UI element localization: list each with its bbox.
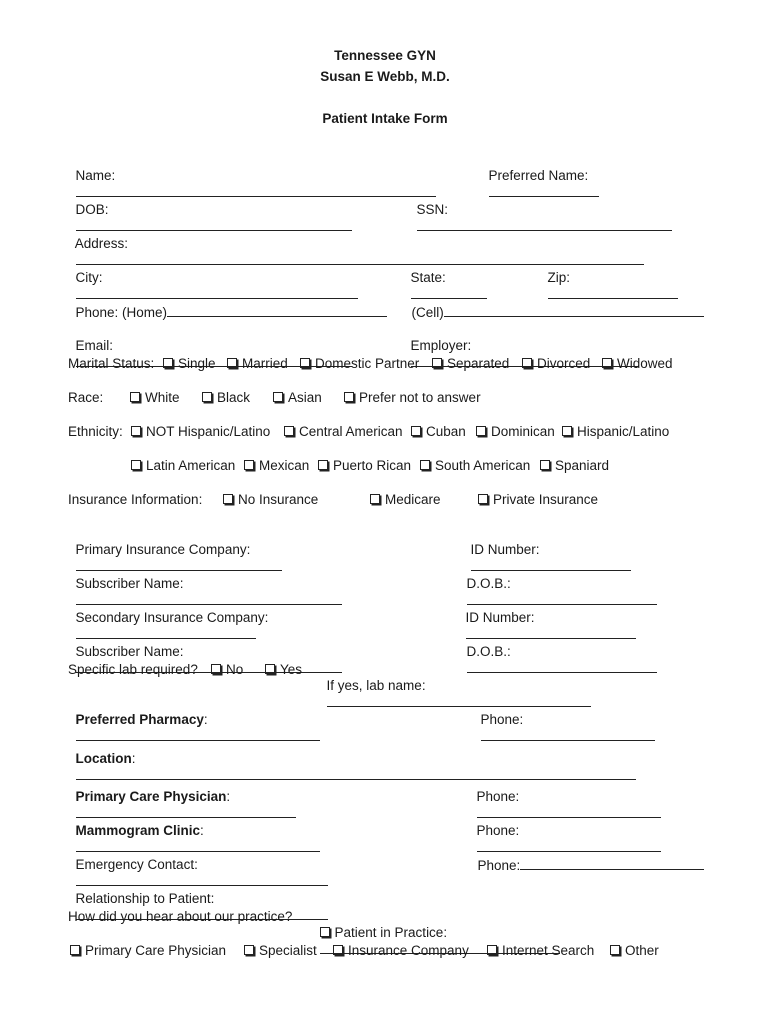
checkbox-icon[interactable] xyxy=(333,945,343,955)
dob-1-label: D.O.B.: xyxy=(466,576,511,591)
doctor-name: Susan E Webb, M.D. xyxy=(320,69,450,84)
checkbox-icon[interactable] xyxy=(273,392,283,402)
option-label: Medicare xyxy=(385,492,441,507)
checkbox-icon[interactable] xyxy=(227,358,237,368)
email-label: Email: xyxy=(75,338,114,353)
emergency-phone-field[interactable] xyxy=(520,857,704,870)
option-label: Hispanic/Latino xyxy=(577,424,670,439)
marital-label: Marital Status: xyxy=(68,356,155,371)
checkbox-icon[interactable] xyxy=(130,392,140,402)
checkbox-icon[interactable] xyxy=(610,945,620,955)
referral-option-insurance[interactable] xyxy=(333,943,469,959)
marital-option-single[interactable] xyxy=(163,356,216,372)
form-title: Patient Intake Form xyxy=(322,111,448,126)
checkbox-icon[interactable] xyxy=(284,426,294,436)
ethnicity-option-spaniard[interactable] xyxy=(540,458,609,474)
location-label: Location xyxy=(75,751,132,766)
checkbox-icon[interactable] xyxy=(522,358,532,368)
option-label: NOT Hispanic/Latino xyxy=(146,424,271,439)
ssn-label: SSN: xyxy=(416,202,449,217)
ethnicity-option-mexican[interactable] xyxy=(244,458,309,474)
option-label: Specialist xyxy=(259,943,317,958)
lab-option-no[interactable] xyxy=(211,662,243,678)
ethnicity-option-south-american[interactable] xyxy=(420,458,530,474)
option-label: Prefer not to answer xyxy=(359,390,481,405)
option-label: Married xyxy=(242,356,288,371)
ethnicity-option-puerto-rican[interactable] xyxy=(318,458,411,474)
checkbox-icon[interactable] xyxy=(244,945,254,955)
pharmacy-colon: : xyxy=(203,712,208,727)
mammogram-label: Mammogram Clinic xyxy=(75,823,201,838)
checkbox-icon[interactable] xyxy=(476,426,486,436)
cell-row xyxy=(404,288,704,321)
option-label: Separated xyxy=(447,356,510,371)
checkbox-icon[interactable] xyxy=(318,460,328,470)
marital-option-separated[interactable] xyxy=(432,356,509,372)
phone-home-label: Phone: (Home) xyxy=(75,305,168,320)
insurance-option-medicare[interactable] xyxy=(370,492,441,508)
state-label: State: xyxy=(410,270,446,285)
checkbox-icon[interactable] xyxy=(320,927,330,937)
option-label: No Insurance xyxy=(238,492,319,507)
insurance-option-none[interactable] xyxy=(223,492,318,508)
race-label: Race: xyxy=(68,390,104,405)
cell-field[interactable] xyxy=(444,304,704,317)
checkbox-icon[interactable] xyxy=(244,460,254,470)
primary-insurance-label: Primary Insurance Company: xyxy=(75,542,251,557)
employer-label: Employer: xyxy=(410,338,472,353)
mammogram-phone-label: Phone: xyxy=(476,823,520,838)
address-label: Address: xyxy=(74,236,129,251)
dob-2-label: D.O.B.: xyxy=(466,644,511,659)
ethnicity-label: Ethnicity: xyxy=(68,424,123,439)
checkbox-icon[interactable] xyxy=(202,392,212,402)
checkbox-icon[interactable] xyxy=(163,358,173,368)
id-number-1-label: ID Number: xyxy=(470,542,540,557)
insurance-info-label: Insurance Information: xyxy=(68,492,203,507)
emergency-phone-label: Phone: xyxy=(477,858,521,873)
option-label: Asian xyxy=(288,390,322,405)
secondary-insurance-label: Secondary Insurance Company: xyxy=(75,610,269,625)
marital-option-divorced[interactable] xyxy=(522,356,590,372)
checkbox-icon[interactable] xyxy=(300,358,310,368)
option-label: Cuban xyxy=(426,424,466,439)
hear-about-label: How did you hear about our practice? xyxy=(68,909,293,924)
option-label: White xyxy=(145,390,180,405)
checkbox-icon[interactable] xyxy=(131,460,141,470)
mammogram-colon: : xyxy=(200,823,204,838)
option-label: Dominican xyxy=(491,424,555,439)
marital-option-married[interactable] xyxy=(227,356,288,372)
race-option-asian[interactable] xyxy=(273,390,322,406)
referral-option-pcp[interactable] xyxy=(70,943,226,959)
checkbox-icon[interactable] xyxy=(540,460,550,470)
pcp-colon: : xyxy=(226,789,231,804)
option-label: Latin American xyxy=(146,458,236,473)
checkbox-icon[interactable] xyxy=(265,664,275,674)
checkbox-icon[interactable] xyxy=(70,945,80,955)
name-label: Name: xyxy=(75,168,116,183)
checkbox-icon[interactable] xyxy=(562,426,572,436)
option-label: Central American xyxy=(299,424,403,439)
preferred-name-label: Preferred Name: xyxy=(488,168,589,183)
cell-label: (Cell) xyxy=(411,305,444,320)
subscriber-2-label: Subscriber Name: xyxy=(75,644,184,659)
option-label: Widowed xyxy=(617,356,673,371)
checkbox-icon[interactable] xyxy=(602,358,612,368)
location-colon: : xyxy=(131,751,136,766)
checkbox-icon[interactable] xyxy=(432,358,442,368)
checkbox-icon[interactable] xyxy=(344,392,354,402)
lab-required-label: Specific lab required? xyxy=(68,662,198,677)
option-label: Yes xyxy=(280,662,303,677)
ethnicity-option-cuban[interactable] xyxy=(411,424,466,440)
option-label: Divorced xyxy=(537,356,591,371)
lab-option-yes[interactable] xyxy=(265,662,302,678)
checkbox-icon[interactable] xyxy=(478,494,488,504)
ethnicity-option-latin-american[interactable] xyxy=(131,458,235,474)
pcp-label: Primary Care Physician xyxy=(75,789,227,804)
checkbox-icon[interactable] xyxy=(420,460,430,470)
phone-home-field[interactable] xyxy=(167,304,387,317)
phone-home-row xyxy=(68,288,387,321)
referral-option-other[interactable] xyxy=(610,943,659,959)
option-label: Private Insurance xyxy=(493,492,599,507)
checkbox-icon[interactable] xyxy=(223,494,233,504)
pharmacy-label: Preferred Pharmacy xyxy=(75,712,204,727)
insurance-option-private[interactable] xyxy=(478,492,598,508)
emergency-phone-row xyxy=(470,841,704,874)
checkbox-icon[interactable] xyxy=(487,945,497,955)
referral-option-internet[interactable] xyxy=(487,943,594,959)
option-label: Internet Search xyxy=(502,943,595,958)
option-label: Insurance Company xyxy=(348,943,469,958)
option-label: Spaniard xyxy=(555,458,610,473)
race-option-prefer-not[interactable] xyxy=(344,390,481,406)
checkbox-icon[interactable] xyxy=(131,426,141,436)
id-number-2-label: ID Number: xyxy=(465,610,535,625)
ethnicity-option-not-hispanic[interactable] xyxy=(131,424,270,440)
option-label: South American xyxy=(435,458,531,473)
option-label: Puerto Rican xyxy=(333,458,412,473)
marital-option-widowed[interactable] xyxy=(602,356,673,372)
lab-name-label: If yes, lab name: xyxy=(326,678,426,693)
relationship-label: Relationship to Patient: xyxy=(75,891,215,906)
option-label: Primary Care Physician xyxy=(85,943,227,958)
emergency-label: Emergency Contact: xyxy=(75,857,198,872)
practice-name: Tennessee GYN xyxy=(334,48,436,63)
marital-option-domestic-partner[interactable] xyxy=(300,356,419,372)
checkbox-icon[interactable] xyxy=(211,664,221,674)
ethnicity-option-central-american[interactable] xyxy=(284,424,403,440)
pcp-phone-label: Phone: xyxy=(476,789,520,804)
ethnicity-option-hispanic[interactable] xyxy=(562,424,669,440)
option-label: Black xyxy=(217,390,251,405)
referral-option-specialist[interactable] xyxy=(244,943,317,959)
checkbox-icon[interactable] xyxy=(411,426,421,436)
option-label: Mexican xyxy=(259,458,310,473)
patient-in-practice-label: Patient in Practice: xyxy=(334,925,448,940)
dob-label: DOB: xyxy=(75,202,109,217)
race-option-white[interactable] xyxy=(130,390,180,406)
race-option-black[interactable] xyxy=(202,390,250,406)
option-label: Single xyxy=(178,356,216,371)
option-label: No xyxy=(226,662,244,677)
zip-label: Zip: xyxy=(547,270,571,285)
ethnicity-option-dominican[interactable] xyxy=(476,424,555,440)
subscriber-1-label: Subscriber Name: xyxy=(75,576,184,591)
option-label: Domestic Partner xyxy=(315,356,420,371)
city-label: City: xyxy=(75,270,103,285)
option-label: Other xyxy=(625,943,659,958)
checkbox-icon[interactable] xyxy=(370,494,380,504)
pharmacy-phone-label: Phone: xyxy=(480,712,524,727)
